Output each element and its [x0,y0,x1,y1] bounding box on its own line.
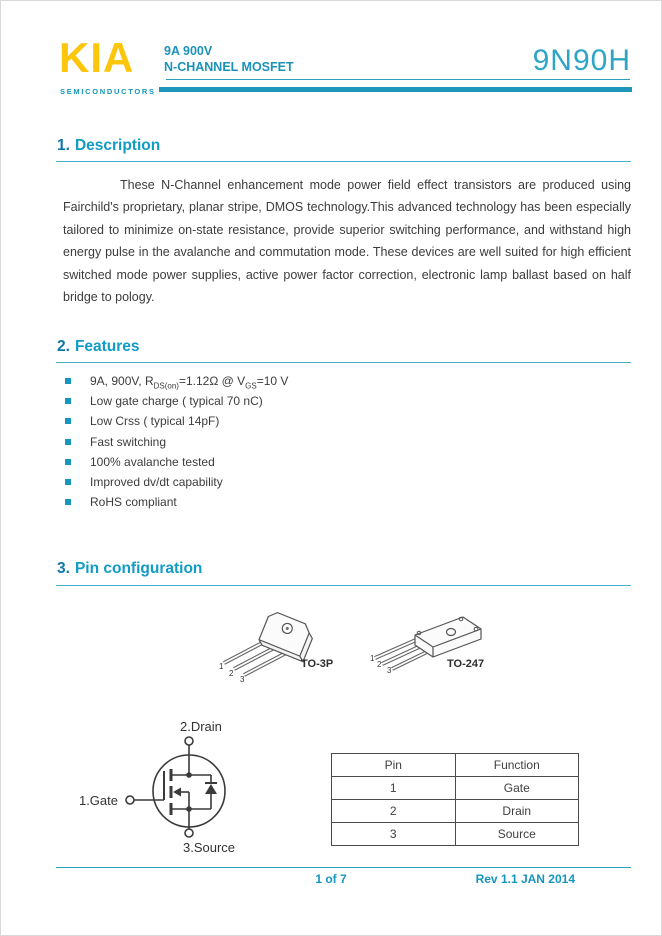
package-name-label: TO-3P [301,658,334,670]
page-indicator: 1 of 7 [315,872,347,886]
section-title: Description [74,137,161,154]
pin-cell: 1 [332,777,456,800]
header-device-info [164,43,294,75]
pin-number: 2 [229,669,234,678]
feature-text: RoHS compliant [90,495,177,510]
drain-terminal [185,737,193,745]
pin-number: 3 [387,666,392,675]
table-row [332,800,579,823]
gate-label: 1.Gate [78,793,118,808]
junction-dot [186,772,192,778]
column-header-pin: Pin [332,754,456,777]
feature-item [64,394,288,414]
bullet-square-icon [65,459,71,465]
feature-item [64,435,288,455]
package-name-label: TO-247 [447,658,485,670]
section-heading-description [57,137,160,155]
feature-item [64,374,288,394]
feature-text: Improved dv/dt capability [90,474,223,489]
package-drawing-to3p [191,599,351,704]
section-number: 2. [57,338,70,355]
pin-number: 1 [370,654,375,663]
header-rule-thin [166,79,630,80]
section-rule [56,161,631,162]
feature-item [64,414,288,434]
bullet-square-icon [65,499,71,505]
drain-label: 2.Drain [180,719,222,734]
bullet-square-icon [65,378,71,384]
bullet-square-icon [65,439,71,445]
gate-terminal [126,796,134,804]
junction-dot [186,806,192,812]
feature-text: 9A, 900V, $R_{DS(on)}=1.12\Omega$ @ $V_{GS}=10$ V [90,374,289,391]
feature-text: Low Crss ( typical 14pF) [90,414,220,429]
package-body [415,617,481,657]
mounting-hole-icon [447,629,456,636]
brand-logo: KIA [59,34,135,81]
column-header-function: Function [455,754,579,777]
function-cell: Source [455,823,579,846]
description-paragraph: These N-Channel enhancement mode power field effect transistors are produced using Fairchild's proprietary, planar stripe, DMOS technology.This advanced technology has been especially tailored to minimize on-state resistance, provide superior switching performance, and withstand high energy pulse in the avalanche and commutation mode. These devices are well suited for high efficient switched mode power supplies, active power factor correction, electronic lamp ballast based on half bridge to pology. [63,178,631,305]
features-list [64,374,288,515]
feature-item [64,495,288,515]
feature-text: Fast switching [90,434,167,449]
section-title: Features [74,338,140,355]
pin-number: 3 [240,675,245,684]
feature-item [64,475,288,495]
part-number: 9N90H [532,44,631,77]
diode-arrow-icon [205,784,217,794]
bullet-square-icon [65,398,71,404]
table-header-row [332,754,579,777]
footer-rule [56,867,631,868]
section-heading-pin-configuration [57,560,202,578]
header-rule-thick [159,87,632,92]
function-cell: Drain [455,800,579,823]
device-rating: 9A 900V [164,44,213,58]
section-rule [56,585,631,586]
device-type: N-CHANNEL MOSFET [164,60,294,74]
package-drawing-to247 [359,603,519,703]
section-heading-features [57,338,140,356]
pin-number: 1 [219,662,224,671]
source-label: 3.Source [183,840,236,855]
feature-text: 100% avalanche tested [90,454,215,469]
source-terminal [185,829,193,837]
bullet-square-icon [65,418,71,424]
section-title: Pin configuration [74,560,203,577]
bullet-square-icon [65,479,71,485]
feature-item [64,455,288,475]
table-row [332,823,579,846]
section-number: 3. [57,560,70,577]
pin-cell: 3 [332,823,456,846]
channel-arrow-icon [173,788,181,797]
pin-function-table [331,753,579,846]
brand-tagline: SEMICONDUCTORS [60,87,156,96]
pin-number: 2 [377,660,382,669]
section-number: 1. [57,137,70,154]
function-cell: Gate [455,777,579,800]
section-rule [56,362,631,363]
pin-cell: 2 [332,800,456,823]
mosfet-symbol-diagram [61,707,321,867]
revision-label: Rev 1.1 JAN 2014 [475,872,575,886]
feature-text: Low gate charge ( typical 70 nC) [90,394,263,409]
table-row [332,777,579,800]
